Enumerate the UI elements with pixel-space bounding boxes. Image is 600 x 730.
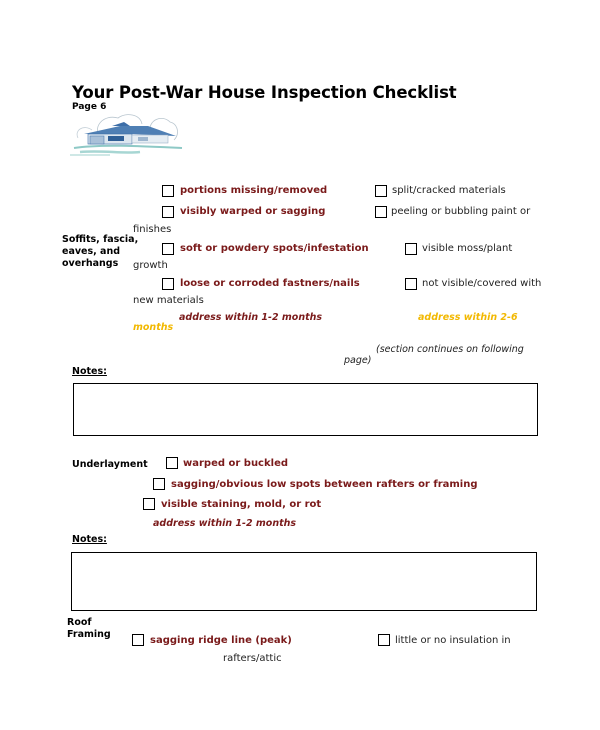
notes-box-underlayment[interactable] — [71, 552, 537, 611]
house-illustration — [70, 112, 190, 156]
section-label-roof-framing — [67, 617, 111, 641]
address-urgent: address within 1-2 months — [153, 518, 297, 529]
notes-label: Notes: — [72, 366, 107, 377]
item-label: warped or buckled — [183, 458, 289, 469]
wrap-text: finishes — [133, 224, 172, 235]
checkbox-sagging-ridge[interactable] — [132, 634, 144, 646]
checkbox-little-insulation[interactable] — [378, 634, 390, 646]
checkbox-not-visible[interactable] — [405, 278, 417, 290]
address-moderate-wrap: months — [133, 322, 174, 333]
continues-note-wrap: page) — [344, 355, 372, 366]
item-label: sagging ridge line (peak) — [150, 635, 292, 646]
checkbox-warped-buckled[interactable] — [166, 457, 178, 469]
wrap-text: growth — [133, 260, 168, 271]
label-line: Framing — [67, 629, 111, 640]
label-line: Roof — [67, 617, 92, 628]
wrap-text: new materials — [133, 295, 204, 306]
item-label: visible staining, mold, or rot — [161, 499, 322, 510]
item-label: visible moss/plant — [422, 243, 513, 254]
label-line: overhangs — [62, 258, 119, 269]
section-label-soffits — [62, 234, 138, 270]
page-number: Page 6 — [72, 102, 107, 112]
checkbox-portions-missing[interactable] — [162, 185, 174, 197]
item-label: visibly warped or sagging — [180, 206, 326, 217]
address-urgent: address within 1-2 months — [179, 312, 323, 323]
checkbox-visible-moss[interactable] — [405, 243, 417, 255]
checkbox-sagging-low-spots[interactable] — [153, 478, 165, 490]
notes-box-soffits[interactable] — [73, 383, 538, 436]
label-line: eaves, and — [62, 246, 121, 257]
address-moderate: address within 2-6 — [418, 312, 518, 323]
wrap-text: rafters/attic — [223, 653, 282, 664]
checkbox-soft-powdery[interactable] — [162, 243, 174, 255]
item-label: loose or corroded fastners/nails — [180, 278, 360, 289]
item-label: peeling or bubbling paint or — [391, 206, 531, 217]
item-label: soft or powdery spots/infestation — [180, 243, 369, 254]
item-label: not visible/covered with — [422, 278, 542, 289]
item-label: portions missing/removed — [180, 185, 328, 196]
item-label: split/cracked materials — [392, 185, 506, 196]
item-label: little or no insulation in — [395, 635, 511, 646]
checkbox-split-cracked[interactable] — [375, 185, 387, 197]
page-title: Your Post-War House Inspection Checklist — [72, 83, 457, 102]
checkbox-loose-fasteners[interactable] — [162, 278, 174, 290]
continues-note: (section continues on following — [376, 344, 524, 355]
notes-label: Notes: — [72, 534, 107, 545]
checkbox-visible-staining[interactable] — [143, 498, 155, 510]
section-label-underlayment: Underlayment — [72, 459, 148, 470]
item-label: sagging/obvious low spots between rafters or framing — [171, 479, 478, 490]
checkbox-visibly-warped[interactable] — [162, 206, 174, 218]
label-line: Soffits, fascia, — [62, 234, 139, 245]
checkbox-peeling-paint[interactable] — [375, 206, 387, 218]
